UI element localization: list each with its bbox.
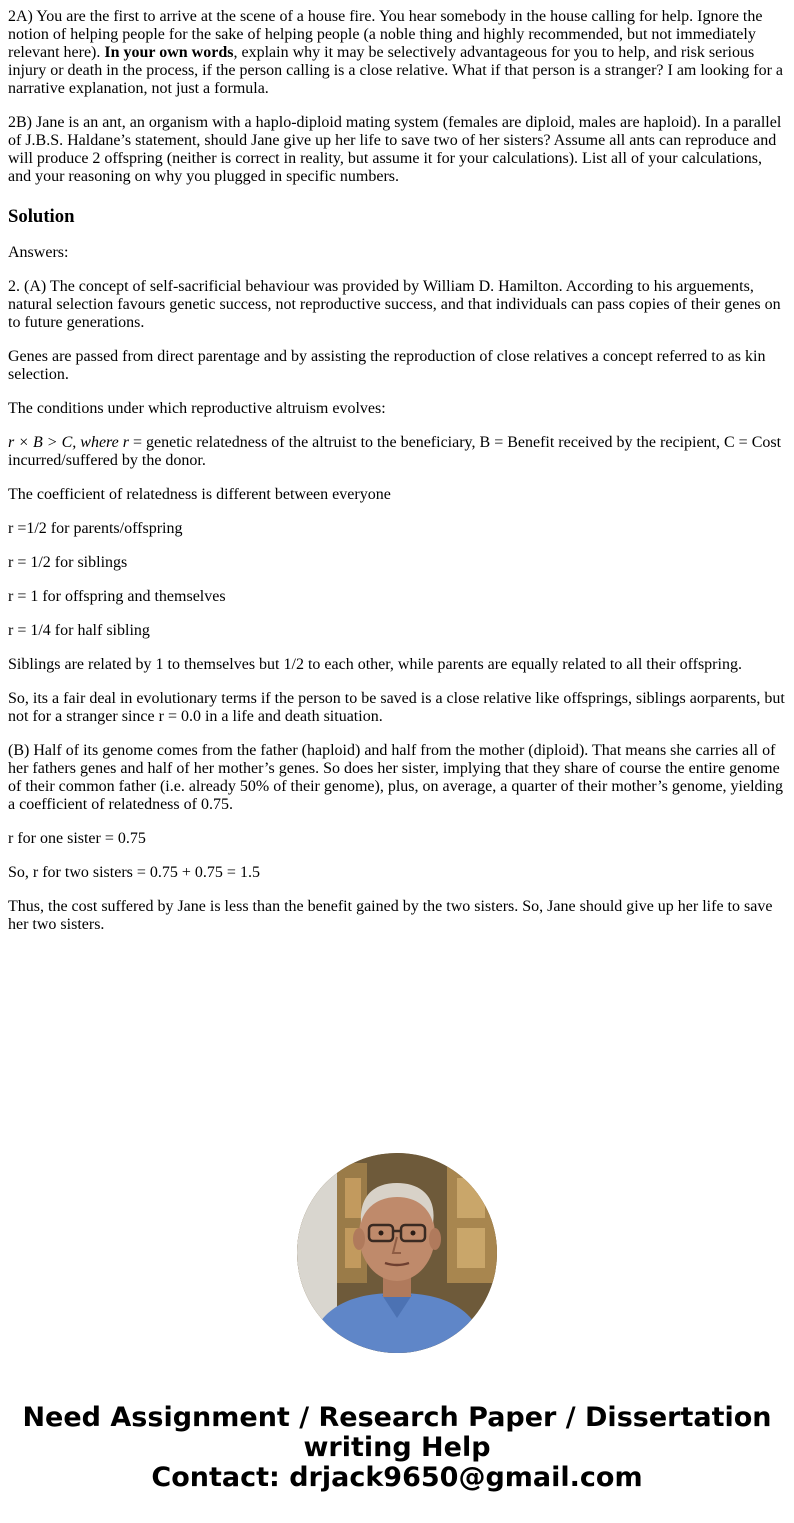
answer-conclusion: Thus, the cost suffered by Jane is less than the benefit gained by the two sisters. So, Jane should give up her life to save her two sisters. xyxy=(8,898,773,933)
relatedness-siblings: r = 1/2 for siblings xyxy=(8,554,128,571)
solution-heading: Solution xyxy=(8,206,75,227)
answer-paragraph-kin-selection: Genes are passed from direct parentage and by assisting the reproduction of close relatives a concept referred to as kin selection. xyxy=(8,348,766,383)
answer-paragraph-hamilton: 2. (A) The concept of self-sacrificial behaviour was provided by William D. Hamilton. According to his arguements, natural selection favours genetic success, not reproductive success, and that individuals can pass copies of their genes on to future generations. xyxy=(8,278,781,331)
answer-formula xyxy=(8,434,786,470)
author-photo-illustration xyxy=(297,1153,497,1353)
relatedness-parents: r =1/2 for parents/offspring xyxy=(8,520,183,537)
banner-line-1: Need Assignment / Research Paper / Dissertation xyxy=(22,1402,772,1433)
question-2a-intro: 2A) You are the first to arrive at the scene of a house fire. You hear somebody in the house calling for help. Ignore the notion of helping people for the sake of helping people (a noble thing and highly recommended, but not immediately relevant here). xyxy=(8,8,763,61)
relatedness-half-sibling: r = 1/4 for half sibling xyxy=(8,622,150,639)
relatedness-self: r = 1 for offspring and themselves xyxy=(8,588,226,605)
question-2a xyxy=(8,8,786,98)
answers-label: Answers: xyxy=(8,244,69,261)
formula-definition: = genetic relatedness of the altruist to the beneficiary, B = Benefit received by the recipient, C = Cost incurred/suffered by the donor. xyxy=(8,434,782,469)
answer-paragraph-siblings: Siblings are related by 1 to themselves but 1/2 to each other, while parents are equally related to all their offspring. xyxy=(8,656,742,673)
document-content xyxy=(8,8,786,950)
question-2a-rest: , explain why it may be selectively advantageous for you to help, and risk serious injury or death in the process, if the person calling is a close relative. What if that person is a stranger? I am looking for a narrative explanation, not just a formula. xyxy=(8,44,784,97)
calc-one-sister: r for one sister = 0.75 xyxy=(8,830,146,847)
answer-paragraph-fair-deal: So, its a fair deal in evolutionary terms if the person to be saved is a close relative like offsprings, siblings aorparents, but not for a stranger since r = 0.0 in a life and death situation. xyxy=(8,690,785,725)
formula-italic: r × B > C, where r xyxy=(8,434,129,451)
banner-line-2: writing Help xyxy=(303,1432,491,1463)
calc-two-sisters: So, r for two sisters = 0.75 + 0.75 = 1.5 xyxy=(8,864,260,881)
promo-banner xyxy=(0,1403,794,1493)
answer-paragraph-coefficient: The coefficient of relatedness is different between everyone xyxy=(8,486,391,503)
banner-contact: Contact: drjack9650@gmail.com xyxy=(151,1462,643,1493)
question-2b: 2B) Jane is an ant, an organism with a haplo-diploid mating system (females are diploid, males are haploid). In a parallel of J.B.S. Haldane’s statement, should Jane give up her life to save two of her sisters? Assume all ants can reproduce and will produce 2 offspring (neither is correct in reality, but assume it for your calculations). List all of your calculations, and your reasoning on why you plugged in specific numbers. xyxy=(8,114,782,185)
author-avatar xyxy=(297,1153,497,1353)
answer-paragraph-conditions: The conditions under which reproductive altruism evolves: xyxy=(8,400,386,417)
answer-paragraph-haplodiploid: (B) Half of its genome comes from the father (haploid) and half from the mother (diploid). That means she carries all of her fathers genes and half of her mother’s genes. So does her sister, implying that they share of course the entire genome of their common father (i.e. already 50% of their genome), plus, on average, a quarter of their mother’s genome, yielding a coefficient of relatedness of 0.75. xyxy=(8,742,783,813)
question-2a-emphasis: In your own words xyxy=(104,44,234,61)
